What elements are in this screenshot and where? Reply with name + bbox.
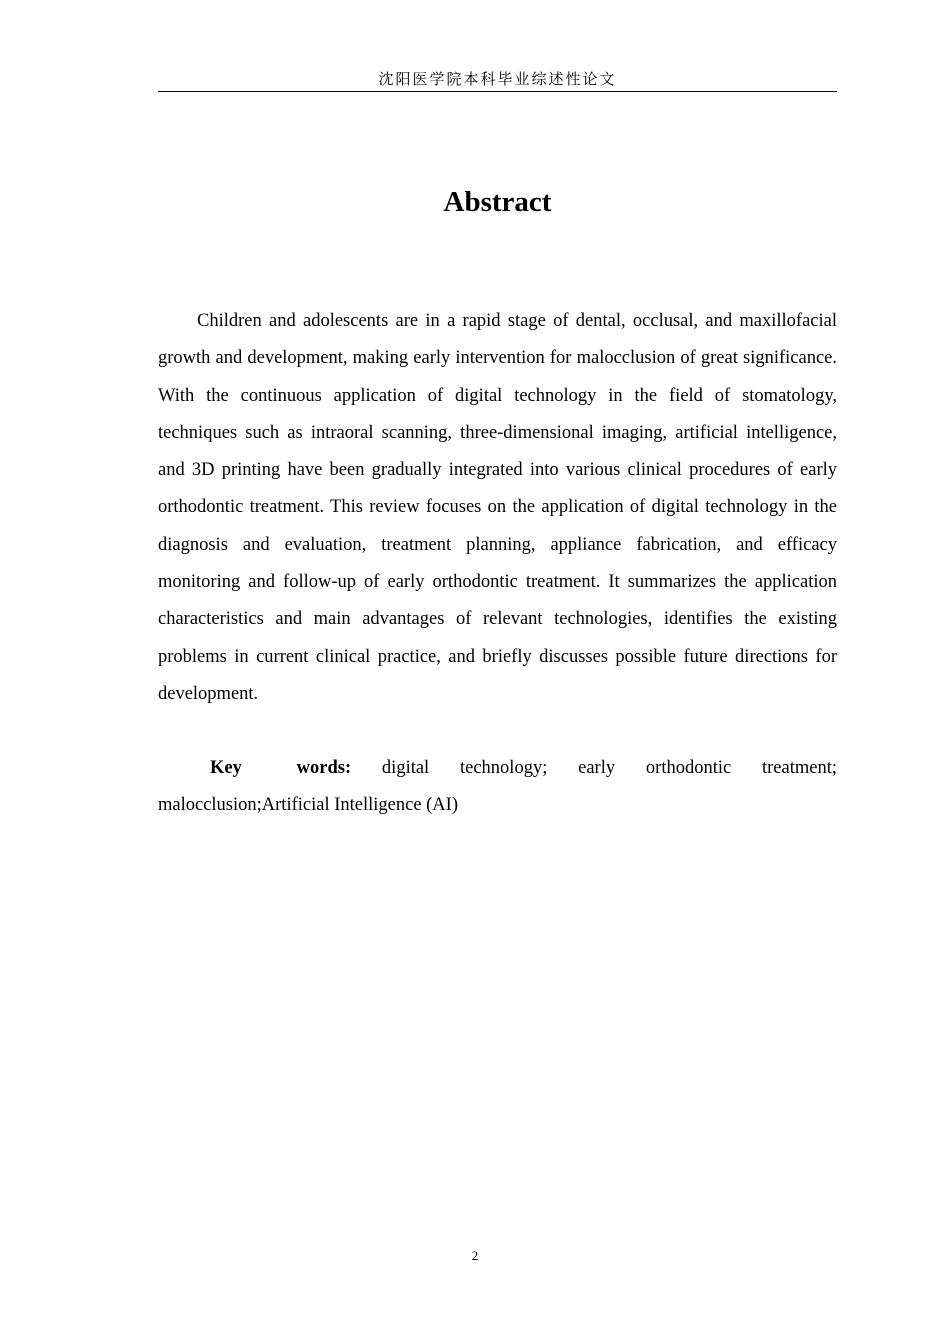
abstract-title: Abstract (443, 186, 552, 218)
keywords-text: digital technology; early orthodontic treatment; malocclusion;Artificial Intelligence (AI) (158, 758, 837, 816)
abstract-body: Children and adolescents are in a rapid stage of dental, occlusal, and maxillofacial growth and development, making early intervention for malocclusion of great significance. With the continuous application of digital technology in the field of stomatology, techniques such as intraoral scanning, three-dimensional imaging, artificial intelligence, and 3D printing have been gradually integrated into various clinical procedures of early orthodontic treatment. This review focuses on the application of digital technology in the diagnosis and evaluation, treatment planning, appliance fabrication, and efficacy monitoring and follow-up of early orthodontic treatment. It summarizes the application characteristics and main advantages of relevant technologies, identifies the existing problems in current clinical practice, and briefly discusses possible future directions for development. (158, 311, 837, 704)
keywords-label: Key words: (210, 758, 352, 778)
keywords-paragraph (158, 750, 837, 825)
page-header: 沈阳医学院本科毕业综述性论文 (158, 67, 837, 92)
page-number: 2 (471, 1248, 479, 1263)
